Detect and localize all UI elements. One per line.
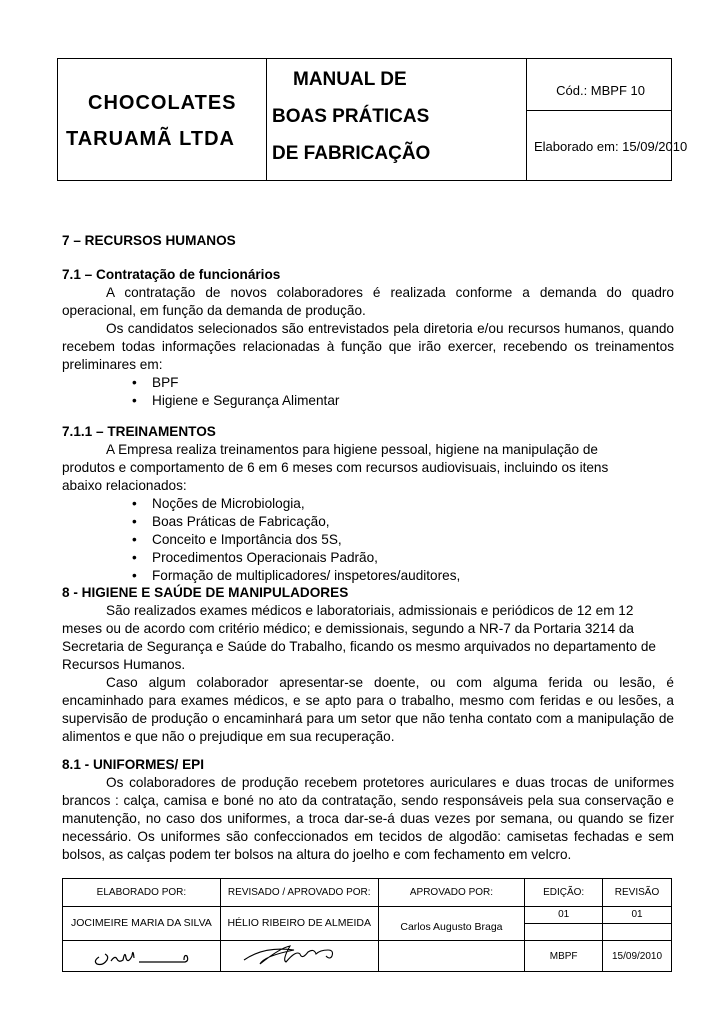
meta-cell [526, 59, 688, 180]
paragraph: A contratação de novos colaboradores é realizada conforme a demanda do quadro operacional, em função da demanda de produção. [62, 285, 674, 318]
signature-icon [81, 943, 201, 969]
bullet-list [62, 374, 674, 410]
bullet-list [62, 495, 674, 585]
section-71-title: 7.1 – Contratação de funcionários [62, 267, 281, 282]
header-revision: REVISÃO [603, 879, 672, 907]
paragraph-line: meses ou de acordo com critério médico; e demissionais, segundo a NR-7 da Portaria 3214 da [62, 621, 634, 636]
document-title [266, 61, 526, 172]
list-item: • Formação de multiplicadores/ inspetores/auditores, [62, 567, 674, 585]
title-line1: MANUAL DE [293, 69, 407, 90]
paragraph: Os candidatos selecionados são entrevistados pela diretoria e/ou recursos humanos, quando recebem todas informações relacionadas à função que irão exercer, recebendo os treinamentos preliminares em: [62, 321, 674, 372]
empty-cell [603, 923, 672, 940]
header-table [57, 58, 688, 181]
section-7 [62, 232, 674, 585]
document-code: Cód.: MBPF 10 [556, 83, 645, 98]
approval-table [62, 878, 672, 972]
signature-icon [234, 942, 364, 970]
title-line3: DE FABRICAÇÃO [272, 143, 431, 164]
list-item: • Noções de Microbiologia, [62, 495, 674, 513]
paragraph-line: abaixo relacionados: [62, 478, 187, 493]
header-reviewed-by: REVISADO / APROVADO POR: [220, 879, 378, 907]
code-row [526, 59, 671, 111]
document-date: 15/09/2010 [603, 941, 672, 972]
reviewer-name: HÉLIO RIBEIRO DE ALMEIDA [220, 906, 378, 941]
elaborator-name: JOCIMEIRE MARIA DA SILVA [63, 906, 221, 941]
list-item: • Procedimentos Operacionais Padrão, [62, 549, 674, 567]
header-elaborated-by: ELABORADO POR: [63, 879, 221, 907]
section-81-title: 8.1 - UNIFORMES/ EPI [62, 757, 205, 772]
company-line1: CHOCOLATES [88, 92, 237, 114]
title-cell [266, 59, 527, 180]
paragraph-line: Recursos Humanos. [62, 657, 186, 672]
section-711-title: 7.1.1 – TREINAMENTOS [62, 424, 216, 439]
revision-value: 01 [603, 906, 672, 923]
section-7-title: 7 – RECURSOS HUMANOS [62, 233, 236, 248]
header-approved-by: APROVADO POR: [378, 879, 525, 907]
elaborated-date: Elaborado em: 15/09/2010 [534, 139, 688, 154]
empty-cell [525, 923, 603, 940]
reviewer-signature [220, 941, 378, 972]
section-8 [62, 584, 674, 864]
company-line2: TARUAMÃ LTDA [66, 128, 236, 150]
elaborator-signature [63, 941, 221, 972]
document-id: MBPF [525, 941, 603, 972]
approver-signature [378, 941, 525, 972]
edition-value: 01 [525, 906, 603, 923]
paragraph-line: produtos e comportamento de 6 em 6 meses com recursos audiovisuais, incluindo os itens [62, 460, 609, 475]
list-item: • Higiene e Segurança Alimentar [62, 392, 674, 410]
list-item: • Boas Práticas de Fabricação, [62, 513, 674, 531]
paragraph: Caso algum colaborador apresentar-se doente, ou com alguma ferida ou lesão, é encaminhado para exames médicos, e se apto para o trabalho, mesmo com feridas e ou lesões, a supervisão de produção o encaminhará para um setor que não tenha contato com a manipulação de alimentos e que não o prejudique em sua recuperação. [62, 675, 674, 744]
list-item: • Conceito e Importância dos 5S, [62, 531, 674, 549]
company-cell [58, 59, 267, 180]
title-line2: BOAS PRÁTICAS [272, 106, 430, 127]
paragraph: Os colaboradores de produção recebem protetores auriculares e duas trocas de uniformes brancos : calça, camisa e boné no ato da contratação, sendo responsáveis pela sua conservação e manutenção, no caso dos uniformes, a troca dar-se-á duas vezes por semana, ou quando se fizer necessário. Os uniformes são confeccionados em tecidos de algodão: camisetas fechadas e sem bolsos, as calças podem ter bolsos na altura do joelho e com fechamento em velcro. [62, 775, 674, 862]
paragraph-line: São realizados exames médicos e laboratoriais, admissionais e periódicos de 12 em 12 [106, 603, 634, 618]
paragraph-line: Secretaria de Segurança e Saúde do Trabalho, ficando os mesmo arquivados no departamento de [62, 639, 656, 654]
section-8-title: 8 - HIGIENE E SAÚDE DE MANIPULADORES [62, 585, 349, 600]
header-edition: EDIÇÃO: [525, 879, 603, 907]
approver-name: Carlos Augusto Braga [378, 906, 525, 941]
paragraph-line: A Empresa realiza treinamentos para higiene pessoal, higiene na manipulação de [106, 442, 598, 457]
list-item: • BPF [62, 374, 674, 392]
company-name [66, 85, 261, 157]
